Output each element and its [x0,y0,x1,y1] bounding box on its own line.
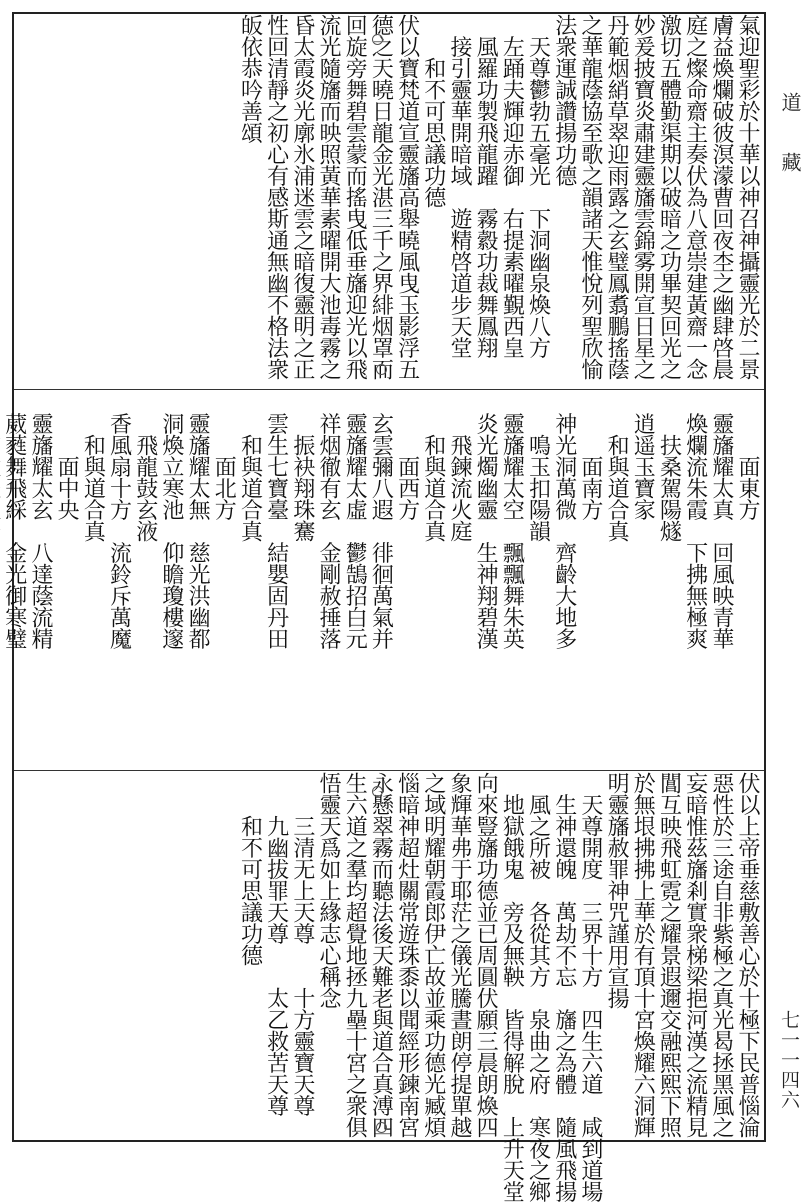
text-column: 回旋旁舞碧雲蒙而搖曳低垂旛迎光以飛 [342,14,368,380]
text-column: 靈旛耀太真 回風映青華 [708,391,734,649]
text-column: 之華龍蔭協至歌之韻諸天惟悅列聖欣愉 [577,14,603,380]
text-column: 永懸翠霧而聽法後天難老與道合真溥四 [368,772,394,1138]
text-column: 妙爰披寶炎肅建靈旛雲錦雾開宣日星之 [630,14,656,380]
text-panel-bottom [14,772,764,1202]
text-column: 玄雲彌八遐 徘徊萬氣并 [368,391,394,649]
text-column: 靈旛耀太無 慈光洪幽都 [185,391,211,649]
text-column: 昏太霞炎光廓氷浦迷雲之暗復靈明之正 [289,14,315,380]
text-column: 膚益煥爛破彼溟濛曹回夜杢之幽肆啓晨 [708,14,734,380]
text-column: 煥爛流朱霞 下拂無極爽 [682,391,708,649]
text-column: 丹範烟綃草翠迎雨露之玄璧鳳翥鵬搖蔭 [604,14,630,380]
text-column: 左踊夫輝迎赤御 右提素曜覲西皇 [499,14,525,358]
text-column: 生六道之羣均超覺地拯九壘十宮之衆俱 [342,772,368,1138]
text-column: 靈旛耀太空 飄飄舞朱英 [499,391,525,649]
page-number: 七一一四六 [778,1010,800,1110]
text-column: 惱暗神超灶關常遊珠黍以聞經形鍊南宮 [394,772,420,1138]
text-column: 面北方 [211,391,237,520]
text-column: 象輝華弗于耶茫之儀光騰晝朗停提單越 [446,772,472,1138]
text-panel-middle [1,391,764,768]
punch-hole [372,786,383,797]
text-column: 氣迎聖彩於十華以神召神攝靈光於二景 [735,14,760,380]
text-column: 天尊開度 三界十方 四生六道 咸到道場 [577,772,603,1202]
text-column: 閶互映飛虹霓之耀景遐邇交融熙熙下照 [656,772,682,1138]
text-column: 逍遥玉寶家 [630,391,656,520]
text-column: 雲生七寶臺 結嬰固丹田 [263,391,289,649]
panel-divider [14,389,764,390]
text-column: 伏以寶梵道宣靈旛高舉曉風曳玉影浮五 [394,14,420,380]
text-column: 妄暗惟茲旛剎實衆梯梁挹河漢之流精見 [682,772,708,1138]
text-column: 靈旛耀太虛 鬱鵠招白元 [342,391,368,649]
text-column: 德之天曉日龍金光湛三千之界緋烟罩而 [368,14,394,380]
punch-hole [376,1122,387,1133]
text-column: 和與道合真 [80,391,106,542]
punch-hole [372,34,383,45]
text-column: 向來豎旛功德並已周圓伏願三晨朗煥四 [473,772,499,1138]
text-column: 香風扇十方 流鈴斥萬魔 [106,391,132,649]
text-column: 法衆運誠讚揚功德 [551,14,577,186]
text-column: 神光洞萬微 齊齡大地多 [551,391,577,649]
text-column: 面西方 [394,391,420,520]
text-column: 激切五體勤渠期以破暗之功畢契回光之 [656,14,682,380]
text-column: 明靈旛赦罪神咒謹用宣揚 [604,772,630,1009]
text-column: 和與道合真 [237,391,263,542]
text-column: 悟靈天爲如上緣志心稱念 [316,772,341,1009]
text-column: 流光隨旛而映照黃華素曜開大池毒霧之 [316,14,341,380]
text-column: 振袂翔珠騫 [289,391,315,542]
text-column: 面東方 [735,391,760,520]
text-column: 扶桑駕陽燧 [656,391,682,542]
text-column: 天尊鬱勃五毫光 下洞幽泉煥八方 [525,14,551,358]
text-column: 接引靈華開暗域 遊精啓道步天堂 [446,14,472,358]
text-column: 飛龍鼓玄液 [132,391,158,542]
text-column: 和不可思議功德 [420,14,446,208]
text-column: 面南方 [577,391,603,520]
text-column: 鳴玉扣陽韻 [525,391,551,542]
columns-top [236,14,760,387]
panel-divider [14,770,764,771]
text-panel-top [14,14,764,387]
text-column: 葳蕤舞飛綵 金光御寒璧 [1,391,27,649]
text-column: 庭之燦命齋主奏伏為八意崇建黃齋一念 [682,14,708,380]
text-column: 和與道合真 [604,391,630,542]
text-column: 地獄餓鬼 旁及無鞅 皆得解脫 上升天堂 [499,772,525,1202]
text-column: 生神還魄 萬劫不忘 旛之為體 隨風飛揚 [551,772,577,1202]
book-title: 道 藏 [778,92,802,172]
text-column: 於無垠拂拂上華於有頂十宮煥耀六洞輝 [630,772,656,1138]
text-column: 祥烟徹有玄 金剛赦捶落 [316,391,341,649]
text-column: 風羅功製飛龍躍 霧縠功裁舞鳳翔 [473,14,499,358]
punch-hole [376,364,387,375]
text-column: 三清无上天尊 十方靈寶天尊 [289,772,315,1116]
text-column: 伏以上帝垂慈敷善心於十極下民普惱淪 [735,772,760,1138]
text-column: 風之所被 各從其方 泉曲之府 寒夜之鄉 [525,772,551,1202]
text-column: 和不可思議功德 [237,772,263,966]
text-column: 惡性於三途自非紫極之真光曷拯黑風之 [708,772,734,1138]
text-column: 炎光燭幽靈 生神翔碧漢 [473,391,499,649]
text-column: 性回清靜之初心有感斯通無幽不格法衆 [263,14,289,380]
text-column: 洞煥立寒池 仰瞻瓊樓邃 [158,391,184,649]
columns-middle [0,391,760,768]
text-column: 九幽拔罪天尊 太乙救苦天尊 [263,772,289,1116]
text-column: 靈旛耀太玄 八達蔭流精 [27,391,53,649]
text-column: 皈依恭吟善頌 [237,14,263,143]
text-column: 之域明耀朝霞郎伊亡故並乘功德光臧煩 [420,772,446,1138]
text-column: 和與道合真 [420,391,446,542]
text-column: 面中央 [54,391,80,520]
text-column: 飛鍊流火庭 [446,391,472,542]
columns-bottom [236,772,760,1202]
